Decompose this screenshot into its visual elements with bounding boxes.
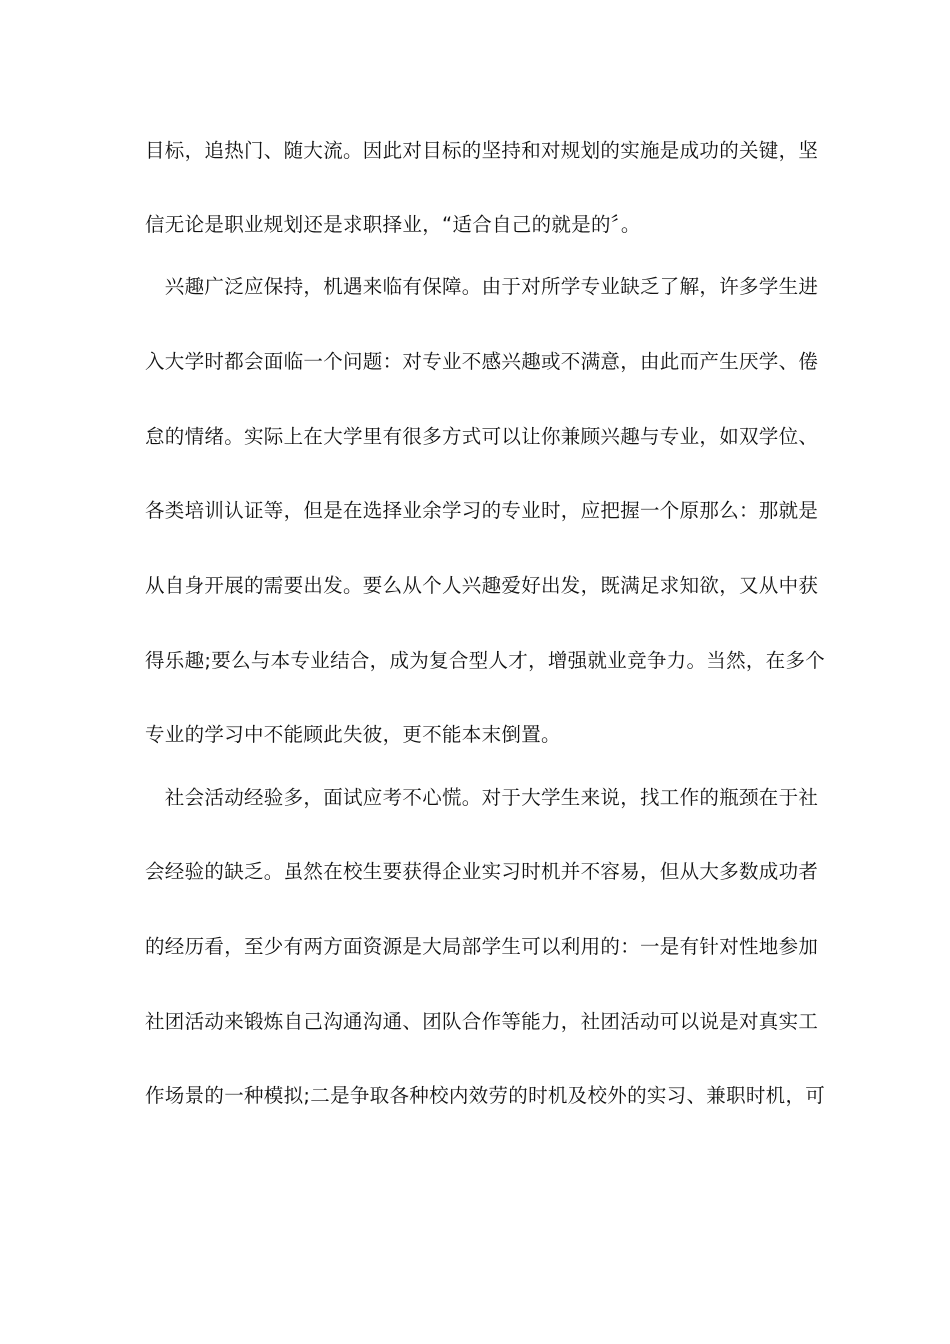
text-line: 作场景的一种模拟;二是争取各种校内效劳的时机及校外的实习、兼职时机，可 [145,1084,826,1107]
text-line: 目标，追热门、随大流。因此对目标的坚持和对规划的实施是成功的关键，坚 [145,139,819,162]
text-line: 从自身开展的需要出发。要么从个人兴趣爱好出发，既满足求知欲，又从中获 [145,574,819,597]
text-line: 社会活动经验多，面试应考不心慌。对于大学生来说，找工作的瓶颈在于社 [145,786,819,809]
text-line: 社团活动来锻炼自己沟通沟通、团队合作等能力，社团活动可以说是对真实工 [145,1010,819,1033]
text-line: 信无论是职业规划还是求职择业，“适合自己的就是的〞。 [145,213,641,236]
text-line: 专业的学习中不能顾此失彼，更不能本末倒置。 [145,723,561,746]
text-line: 兴趣广泛应保持，机遇来临有保障。由于对所学专业缺乏了解，许多学生进 [145,275,819,298]
text-line: 各类培训认证等，但是在选择业余学习的专业时，应把握一个原那么：那就是 [145,499,819,522]
text-line: 得乐趣;要么与本专业结合，成为复合型人才，增强就业竞争力。当然，在多个 [145,649,826,672]
text-line: 入大学时都会面临一个问题：对专业不感兴趣或不满意，由此而产生厌学、倦 [145,350,819,373]
text-line: 的经历看，至少有两方面资源是大局部学生可以利用的：一是有针对性地参加 [145,935,819,958]
text-line: 会经验的缺乏。虽然在校生要获得企业实习时机并不容易，但从大多数成功者 [145,860,819,883]
text-line: 怠的情绪。实际上在大学里有很多方式可以让你兼顾兴趣与专业，如双学位、 [145,425,819,448]
